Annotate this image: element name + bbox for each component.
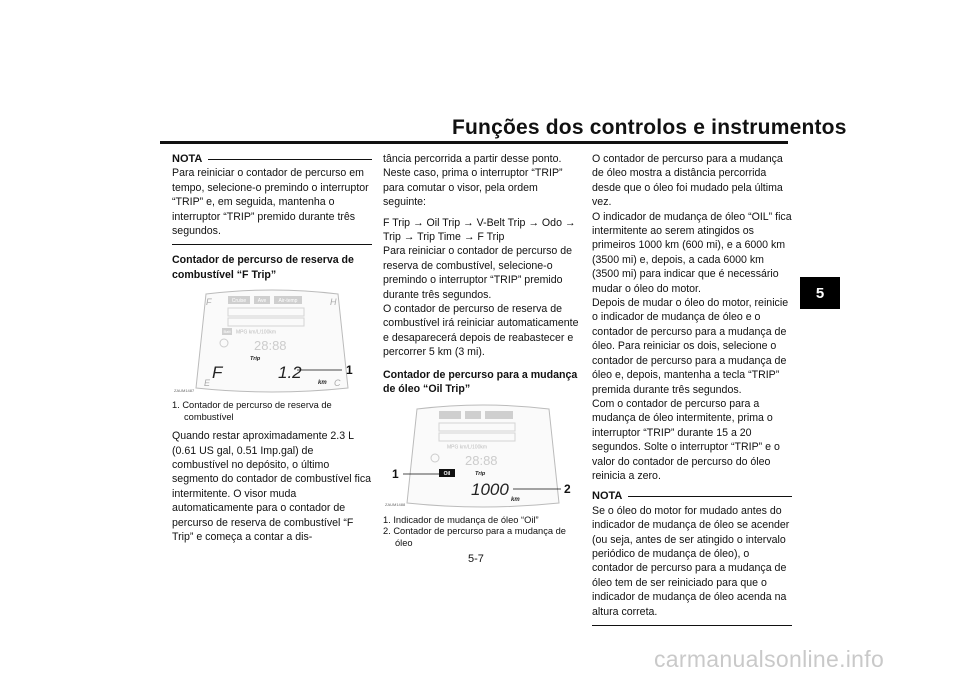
- lcd-units: MPG km/L/100km: [236, 329, 277, 336]
- page-title: Funções dos controlos e instrumentos: [452, 116, 847, 139]
- paragraph-1: O contador de percurso para a mudança de óleo mostra a distância percorrida desde que o óleo foi mudado pela última vez.: [592, 153, 783, 209]
- figure-oiltrip-display: [383, 403, 583, 513]
- note-label: NOTA: [592, 490, 623, 503]
- header-rule: [160, 141, 788, 144]
- figure-caption: 1. Contador de percurso de reserva de combustível: [172, 400, 332, 422]
- note-label: NOTA: [172, 153, 203, 165]
- figure-caption-1: 1. Indicador de mudança de óleo “Oil”: [383, 514, 539, 525]
- note-rule: [628, 496, 792, 497]
- chapter-tab: 5: [800, 277, 840, 309]
- callout-2: 2: [564, 481, 571, 496]
- lcd-badge-batt: Batt: [223, 329, 231, 335]
- note-header: [172, 152, 372, 166]
- lcd-clock: 28:88: [254, 338, 287, 354]
- trip-sequence: F Trip → Oil Trip → V-Belt Trip → Odo → Trip → Trip Time → F Trip: [383, 216, 576, 244]
- lcd-e-letter: E: [204, 378, 211, 389]
- note-end-rule: [592, 625, 792, 626]
- paragraph-2: O indicador de mudança de óleo “OIL” fica intermitente ao serem atingidos os primeiros 1000 km (600 mi), e a 6000 km (3500 mi) e, depois, a cada 6000 km (3500 mi) para indicar que é necessário mudar o óleo do motor.: [592, 210, 792, 295]
- column-1: [172, 152, 372, 545]
- lcd-f-letter: F: [206, 297, 212, 308]
- lcd-clock: 28:88: [465, 452, 498, 468]
- figure-ftrip-display: [172, 288, 372, 398]
- lcd-h-letter: H: [330, 297, 337, 308]
- section-heading-oiltrip: Contador de percurso para a mudança de óleo “Oil Trip”: [383, 368, 578, 396]
- callout-1: 1: [346, 363, 353, 378]
- note-rule: [208, 159, 372, 160]
- paragraph-1: tância percorrida a partir desse ponto. Neste caso, prima o interruptor “TRIP” para comutar o visor, pela ordem seguinte:: [383, 153, 563, 209]
- note-header: [592, 489, 792, 503]
- figure-code: ZAUM1488: [385, 502, 406, 508]
- lcd-trip-label: Trip: [475, 470, 486, 477]
- lcd-c-letter: C: [334, 378, 341, 389]
- lcd-digits: 1.2: [278, 363, 302, 383]
- note-text: Se o óleo do motor for mudado antes do indicador de mudança de óleo se acender (ou seja, antes de ser atingido o intervalo periódico de mudança de óleo), o contador de percurso para a mudança de óleo tem de ser reiniciado para que o indicador de mudança de óleo acenda na altura correta.: [592, 504, 790, 618]
- figure-code: ZAUM1487: [174, 387, 195, 393]
- paragraph-3: Depois de mudar o óleo do motor, reinicie o indicador de mudança de óleo e o contador de percurso para a mudança de óleo. Para reiniciar os dois, selecione o contador de percurso para a mudança de óleo e, depois, mantenha a tecla “TRIP” premida durante três segundos.: [592, 297, 789, 396]
- lcd-unit-km: km: [318, 380, 327, 387]
- body-text: Quando restar aproximadamente 2.3 L (0.61 US gal, 0.51 Imp.gal) de combustível no depósito, o último segmento do contador de combustível fica intermitente. O visor muda automaticamente para o contador de percurso de reserva de combustível “F Trip” e começa a contar a dis-: [172, 430, 372, 544]
- page-number: 5-7: [468, 553, 484, 565]
- section-heading-ftrip: Contador de percurso de reserva de combustível “F Trip”: [172, 254, 354, 281]
- paragraph-3: O contador de percurso de reserva de combustível irá reiniciar automaticamente e desaparecerá depois de reabastecer e percorrer 5 km (3 mi).: [383, 303, 579, 359]
- lcd-illustration: [172, 288, 372, 398]
- callout-1: 1: [392, 466, 399, 481]
- lcd-mode-letter: F: [212, 363, 223, 383]
- lcd-digits: 1000: [471, 479, 509, 499]
- lcd-badge-ave: Ave: [257, 298, 267, 305]
- lcd-trip-label: Trip: [250, 356, 261, 363]
- paragraph-2: Para reiniciar o contador de percurso de reserva de combustível, selecione-o premindo o interruptor “TRIP” premido durante três segundos.: [383, 245, 573, 301]
- lcd-badge-cruise: Cruise: [231, 298, 247, 305]
- lcd-badge-airtemp: Air-temp: [278, 298, 298, 305]
- lcd-oil-indicator: Oil: [443, 470, 451, 477]
- paragraph-4: Com o contador de percurso para a mudança de óleo intermitente, prima o interruptor “TRIP” durante 15 a 20 segundos. Solte o interruptor “TRIP” e o valor do contador de percurso do óleo reinicia a zero.: [592, 397, 780, 482]
- lcd-units: MPG km/L/100km: [447, 444, 488, 450]
- column-2: [383, 152, 583, 549]
- lcd-illustration: [383, 403, 583, 513]
- note-text: Para reiniciar o contador de percurso em tempo, selecione-o premindo o interruptor “TRIP” e, em seguida, mantenha o interruptor “TRIP” premido durante três segundos.: [172, 167, 369, 238]
- lcd-unit-km: km: [511, 496, 520, 503]
- figure-caption-2: 2. Contador de percurso para a mudança de óleo: [383, 526, 566, 548]
- note-end-rule: [172, 244, 372, 245]
- watermark: carmanualsonline.info: [654, 646, 885, 672]
- column-3: [592, 152, 792, 632]
